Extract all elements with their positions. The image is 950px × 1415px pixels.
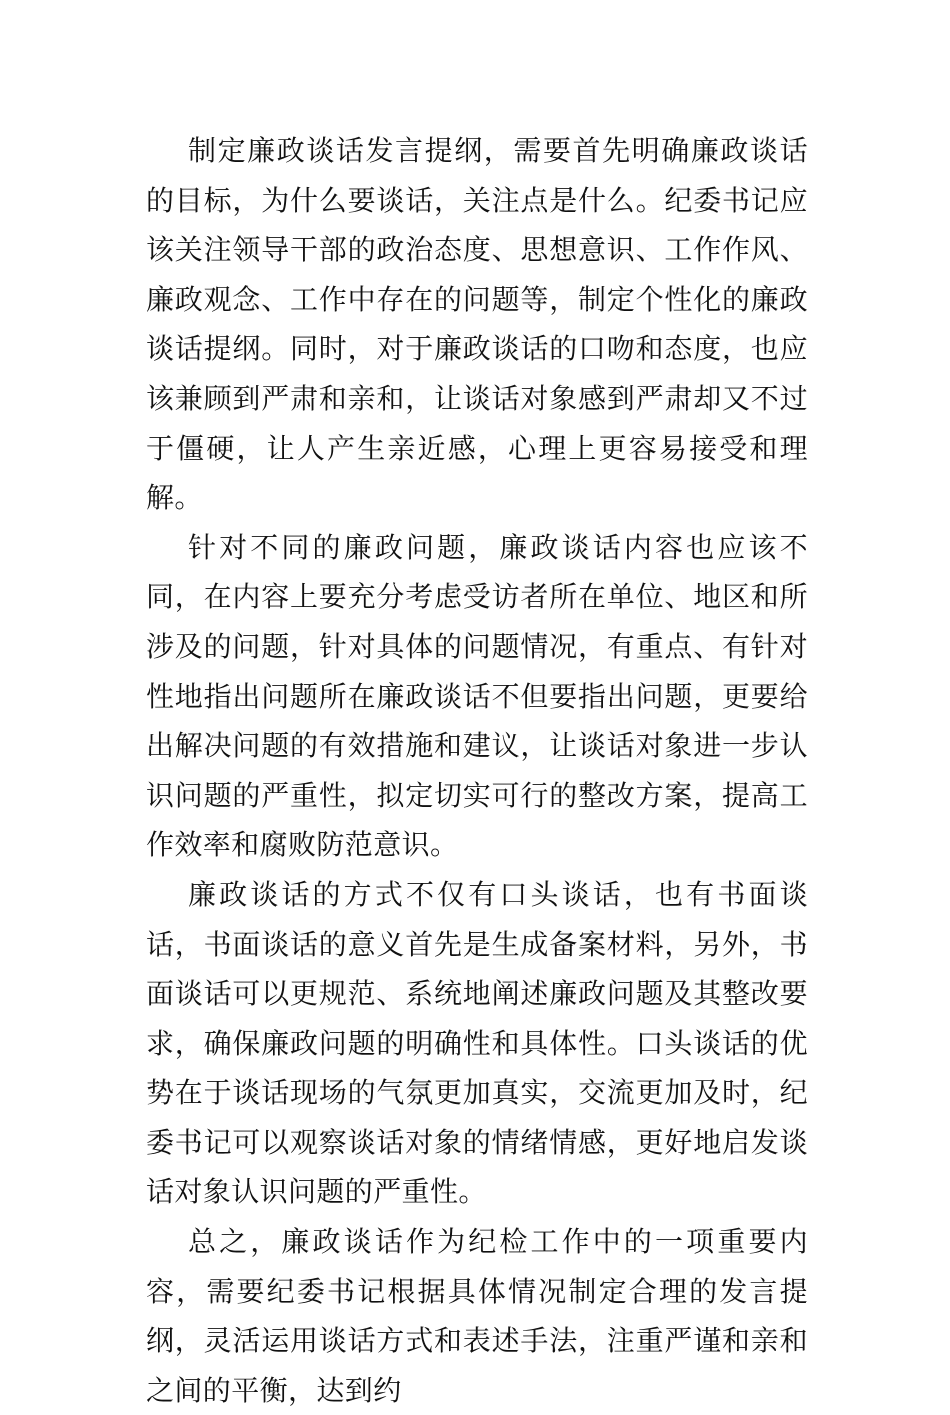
paragraph-outline-goals: 制定廉政谈话发言提纲，需要首先明确廉政谈话的目标，为什么要谈话，关注点是什么。纪委书记应该关注领导干部的政治态度、思想意识、工作作风、廉政观念、工作中存在的问题等，制定个性化的廉政谈话提纲。同时，对于廉政谈话的口吻和态度，也应该兼顾到严肃和亲和，让谈话对象感到严肃却又不过于僵硬，让人产生亲近感，心理上更容易接受和理解。: [146, 134, 808, 515]
paragraph-targeted-content: 针对不同的廉政问题，廉政谈话内容也应该不同，在内容上要充分考虑受访者所在单位、地区和所涉及的问题，针对具体的问题情况，有重点、有针对性地指出问题所在廉政谈话不但要指出问题，更要给出解决问题的有效措施和建议，让谈话对象进一步认识问题的严重性，拟定切实可行的整改方案，提高工作效率和腐败防范意识。: [146, 530, 808, 862]
paragraph-talk-methods: 廉政谈话的方式不仅有口头谈话，也有书面谈话，书面谈话的意义首先是生成备案材料，另外，书面谈话可以更规范、系统地阐述廉政问题及其整改要求，确保廉政问题的明确性和具体性。口头谈话的优势在于谈话现场的气氛更加真实，交流更加及时，纪委书记可以观察谈话对象的情绪情感，更好地启发谈话对象认识问题的严重性。: [146, 877, 808, 1209]
document-body: [146, 126, 808, 1415]
paragraph-summary: 总之，廉政谈话作为纪检工作中的一项重要内容，需要纪委书记根据具体情况制定合理的发言提纲，灵活运用谈话方式和表述手法，注重严谨和亲和之间的平衡，达到约: [146, 1225, 808, 1407]
